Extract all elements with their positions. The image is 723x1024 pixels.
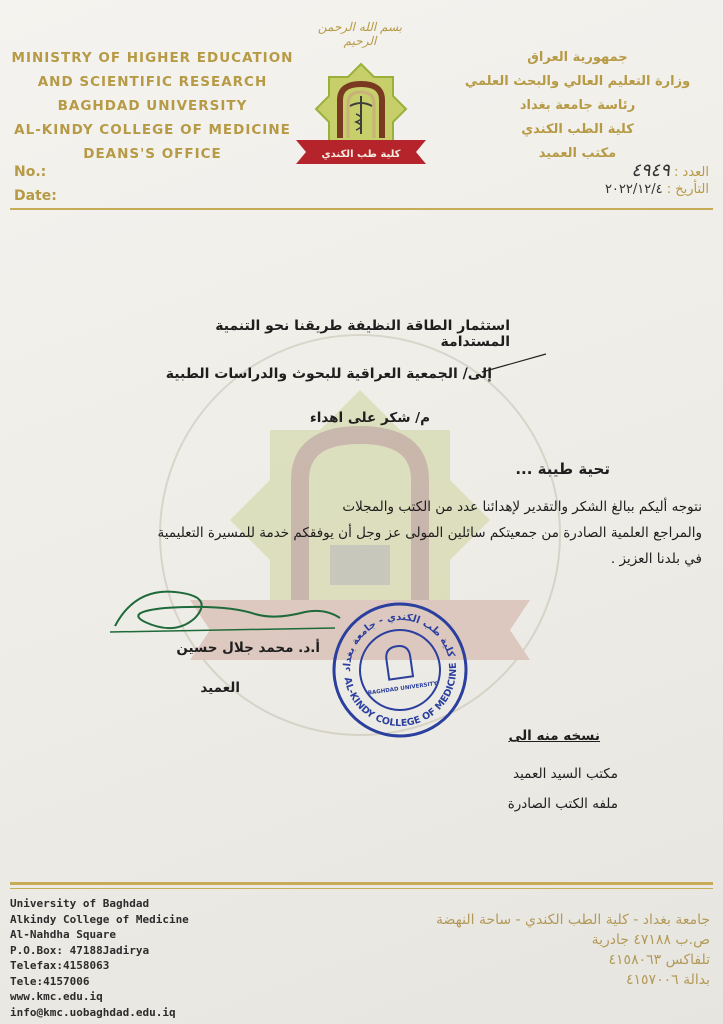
footer-line: ص.ب ٤٧١٨٨ جادرية — [591, 932, 710, 948]
letterhead-line: كلية الطب الكندي — [521, 122, 634, 137]
body-line: والمراجع العلمية الصادرة من جمعيتكم سائلين المولى عز وجل أن يوفقكم خدمة للمسيرة التعليمية — [157, 525, 702, 541]
signatory-title: العميد — [200, 680, 240, 696]
footer-line: Alkindy College of Medicine — [10, 912, 189, 926]
arabic-number-value: ٤٩٤٩ — [631, 160, 670, 181]
footer-english — [10, 896, 250, 1020]
footer-line: University of Baghdad — [10, 897, 150, 910]
body-line: نتوجه أليكم ببالغ الشكر والتقدير لإهدائنا عدد من الكتب والمجلات — [342, 499, 702, 515]
official-stamp — [321, 591, 479, 749]
stamp-university-text: BAGHDAD UNIVERSITY — [367, 680, 438, 697]
arabic-number-row — [509, 160, 709, 181]
number-label: No.: — [14, 164, 47, 180]
letterhead-line: AND SCIENTIFIC RESEARCH — [37, 74, 268, 90]
letterhead-line: مكتب العميد — [538, 146, 617, 161]
basmala: بسم الله الرحمن الرحيم — [317, 20, 403, 48]
arabic-date-row — [509, 182, 709, 197]
greeting: تحية طيبة ... — [515, 460, 610, 478]
stamp-arabic-text: كلية طب الكندي - جامعة بغداد — [341, 611, 457, 672]
footer-rule — [10, 882, 713, 885]
arabic-letterhead — [440, 46, 715, 166]
footer-arabic — [370, 910, 710, 990]
signatory-name: أ.د. محمد جلال حسين — [176, 640, 320, 656]
college-logo — [290, 60, 432, 170]
letter-body — [80, 494, 702, 572]
stamp-college-text: AL-KINDY COLLEGE OF MEDICINE — [341, 662, 460, 730]
copy-item: ملفه الكتب الصادرة — [507, 796, 618, 812]
subject: م/ شكر على اهداء — [309, 410, 430, 426]
copy-item: مكتب السيد العميد — [512, 766, 618, 782]
slogan: استثمار الطاقة النظيفة طريقنا نحو التنمية المستدامة — [215, 318, 510, 350]
arabic-date-value: ٢٠٢٢/١٢/٤ — [604, 182, 663, 197]
handwritten-signature — [105, 578, 345, 638]
body-line: في بلدنا العزيز . — [610, 551, 702, 567]
english-letterhead — [10, 46, 295, 166]
header-rule — [10, 208, 713, 210]
footer-line: Al-Nahdha Square — [10, 928, 116, 941]
footer-line: Tele:4157006 — [10, 974, 90, 988]
recipient: إلى/ الجمعية العراقية للبحوث والدراسات الطبية — [165, 366, 492, 382]
footer-line: info@kmc.uobaghdad.edu.iq — [10, 1005, 176, 1019]
letterhead-line: DEANS'S OFFICE — [83, 146, 222, 162]
footer-line: بدالة ٤١٥٧٠٠٦ — [626, 972, 710, 988]
arabic-number-label: العدد : — [674, 165, 709, 180]
letterhead-line: وزارة التعليم العالي والبحث العلمي — [464, 74, 691, 89]
arabic-date-label: التأريخ : — [666, 182, 709, 197]
copy-heading: نسخه منه الى — [508, 728, 600, 744]
logo-banner-text: كلية طب الكندي — [321, 149, 401, 160]
letterhead-line: AL-KINDY COLLEGE OF MEDICINE — [14, 122, 291, 138]
letterhead-line: جمهورية العراق — [527, 50, 628, 65]
footer-rule-thin — [10, 888, 713, 889]
letterhead-line: رئاسة جامعة بغداد — [519, 98, 636, 113]
footer-line: www.kmc.edu.iq — [10, 990, 103, 1003]
date-label: Date: — [14, 188, 57, 204]
letterhead-line: BAGHDAD UNIVERSITY — [57, 98, 248, 114]
footer-line: Telefax:4158063 — [10, 959, 110, 972]
letterhead-line: MINISTRY OF HIGHER EDUCATION — [11, 50, 294, 66]
footer-line: جامعة بغداد - كلية الطب الكندي - ساحة النهضة — [436, 912, 710, 928]
footer-line: تلفاكس ٤١٥٨٠٦٣ — [608, 952, 710, 968]
footer-line: P.O.Box: 47188Jadirya — [10, 943, 150, 957]
